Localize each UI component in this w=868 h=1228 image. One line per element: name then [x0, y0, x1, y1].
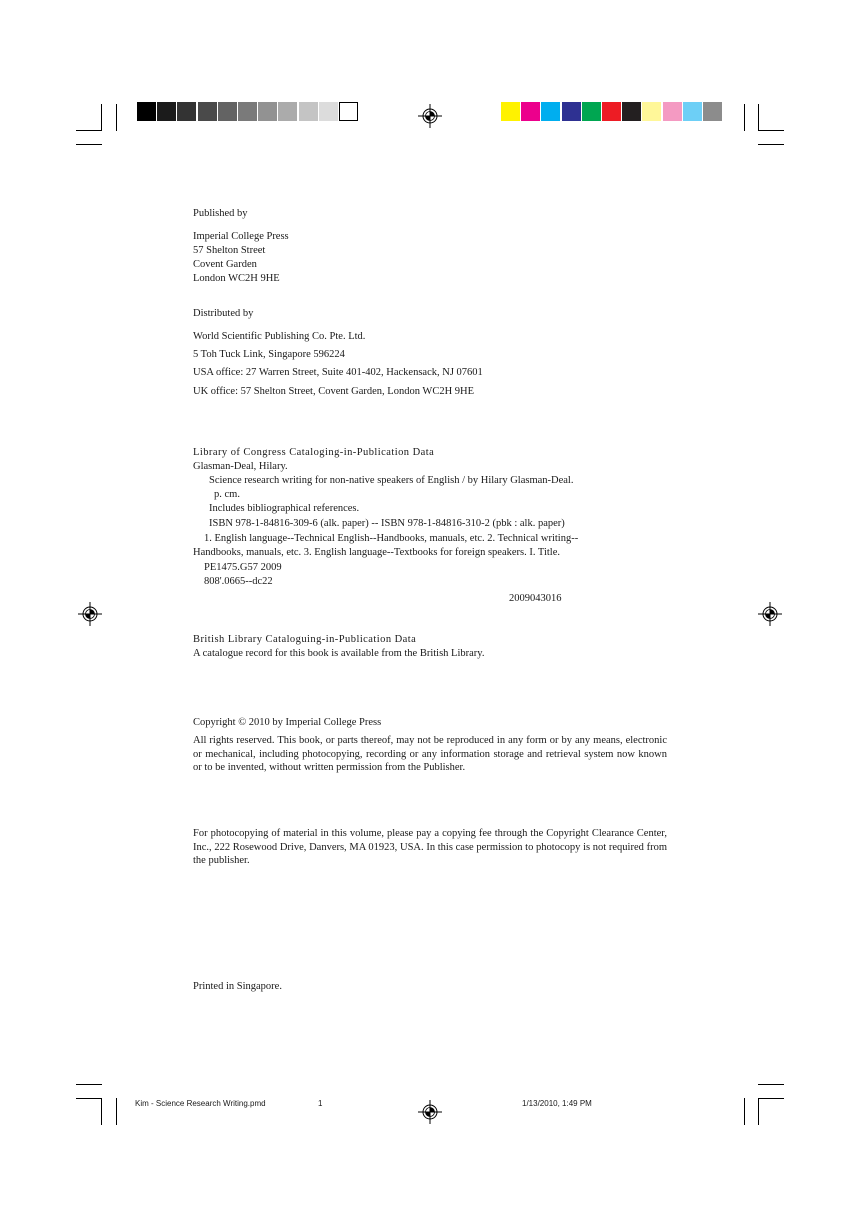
cip-pages: p. cm.: [214, 489, 240, 500]
registration-mark-left: [78, 602, 102, 626]
process-color-swatch: [663, 102, 682, 121]
registration-mark-bottom: [418, 1100, 442, 1124]
slug-timestamp: 1/13/2010, 1:49 PM: [522, 1099, 592, 1108]
british-library-text: A catalogue record for this book is available from the British Library.: [193, 648, 485, 659]
cip-title: Science research writing for non-native speakers of English / by Hilary Glasman-Deal.: [209, 475, 574, 486]
cip-subjects-line-1: 1. English language--Technical English--Handbooks, manuals, etc. 2. Technical writing--: [204, 533, 579, 544]
publisher-street: 57 Shelton Street: [193, 245, 266, 256]
registration-mark-right: [758, 602, 782, 626]
gray-swatch: [137, 102, 156, 121]
process-color-swatch: [541, 102, 560, 121]
cip-lc-class: PE1475.G57 2009: [204, 562, 282, 573]
process-color-swatch: [642, 102, 661, 121]
process-color-swatch: [703, 102, 722, 121]
process-color-swatch: [622, 102, 641, 121]
cip-lccn: 2009043016: [509, 593, 562, 604]
cip-heading: Library of Congress Cataloging-in-Publication Data: [193, 447, 435, 458]
registration-mark-top: [418, 104, 442, 128]
published-by-heading: Published by: [193, 208, 248, 219]
process-color-swatch: [582, 102, 601, 121]
publisher-district: Covent Garden: [193, 259, 257, 270]
distributor-usa-office: USA office: 27 Warren Street, Suite 401-402, Hackensack, NJ 07601: [193, 367, 483, 378]
distributor-uk-office: UK office: 57 Shelton Street, Covent Garden, London WC2H 9HE: [193, 386, 475, 397]
copyright-text: All rights reserved. This book, or parts thereof, may not be reproduced in any form or by any means, electronic or mechanical, including photocopying, recording or any information storage and retrieval system now known or to be invented, without written permission from the Publisher.: [193, 735, 667, 773]
process-color-swatch: [562, 102, 581, 121]
gray-swatch: [339, 102, 358, 121]
british-library-heading: British Library Cataloguing-in-Publication Data: [193, 634, 417, 645]
gray-swatch: [278, 102, 297, 121]
process-color-swatch: [501, 102, 520, 121]
cip-notes: Includes bibliographical references.: [209, 503, 360, 514]
gray-swatch: [198, 102, 217, 121]
cip-dewey: 808'.0665--dc22: [204, 576, 273, 587]
gray-swatch: [177, 102, 196, 121]
gray-swatch: [258, 102, 277, 121]
gray-swatch: [299, 102, 318, 121]
copyright-line: Copyright © 2010 by Imperial College Press: [193, 717, 382, 728]
process-color-swatch: [683, 102, 702, 121]
process-color-swatch: [521, 102, 540, 121]
cip-isbn: ISBN 978-1-84816-309-6 (alk. paper) -- ISBN 978-1-84816-310-2 (pbk : alk. paper): [209, 518, 565, 529]
slug-page-number: 1: [318, 1099, 323, 1108]
publisher-city: London WC2H 9HE: [193, 273, 280, 284]
gray-swatch: [218, 102, 237, 121]
gray-swatch: [238, 102, 257, 121]
distributed-by-heading: Distributed by: [193, 308, 254, 319]
printed-in: Printed in Singapore.: [193, 981, 282, 992]
publisher-name: Imperial College Press: [193, 231, 289, 242]
distributor-address: 5 Toh Tuck Link, Singapore 596224: [193, 349, 345, 360]
gray-swatch: [157, 102, 176, 121]
slug-filename: Kim - Science Research Writing.pmd: [135, 1099, 266, 1108]
cip-author: Glasman-Deal, Hilary.: [193, 461, 288, 472]
gray-swatch: [319, 102, 338, 121]
photocopy-notice: For photocopying of material in this volume, please pay a copying fee through the Copyright Clearance Center, Inc., 222 Rosewood Drive, Danvers, MA 01923, USA. In this case permission to photocopy is not required from the publisher.: [193, 828, 667, 866]
process-color-swatch: [602, 102, 621, 121]
distributor-name: World Scientific Publishing Co. Pte. Ltd.: [193, 331, 366, 342]
cip-subjects-line-2: Handbooks, manuals, etc. 3. English language--Textbooks for foreign speakers. I. Title.: [193, 547, 560, 558]
